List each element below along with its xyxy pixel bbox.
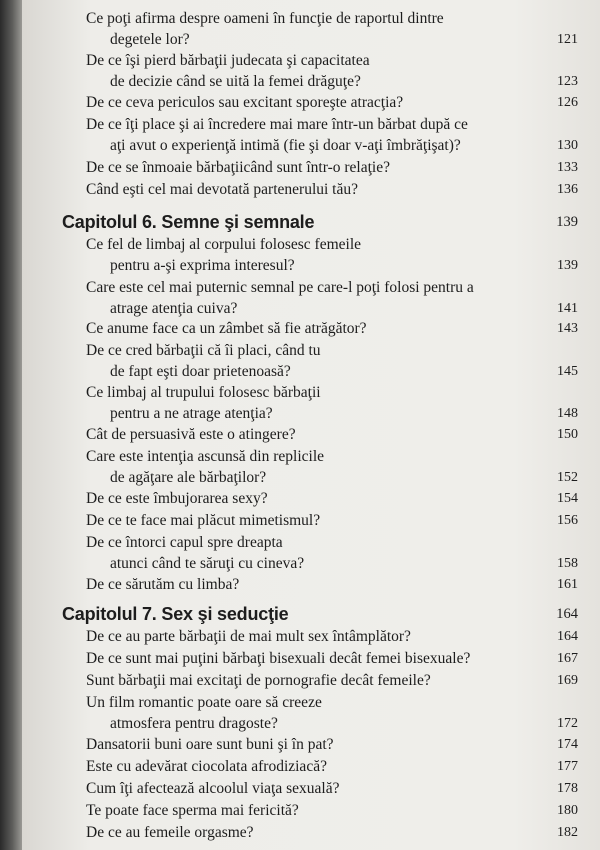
toc-entry-title: Ce poţi afirma despre oameni în funcţie de raportul dintre bbox=[86, 10, 444, 27]
toc-page-number: 154 bbox=[557, 491, 578, 506]
toc-page-number: 172 bbox=[557, 716, 578, 731]
toc-entry-title: De ce sunt mai puţini bărbaţi bisexuali decât femei bisexuale? bbox=[86, 650, 471, 667]
toc-entry bbox=[86, 626, 411, 647]
toc-page-number: 126 bbox=[557, 95, 578, 110]
chapter-heading: Capitolul 6. Semne şi semnale bbox=[62, 212, 315, 232]
toc-entry bbox=[86, 800, 299, 821]
toc-entry-title: de agăţare ale bărbaţilor? bbox=[110, 469, 267, 486]
toc-page-number: 152 bbox=[557, 470, 578, 485]
toc-page-number: 139 bbox=[557, 258, 578, 273]
toc-entry-title: Este cu adevărat ciocolata afrodiziacă? bbox=[86, 758, 327, 775]
toc-page-number: 161 bbox=[557, 577, 578, 592]
toc-entry bbox=[86, 532, 304, 574]
toc-entry-title: De ce ceva periculos sau excitant sporeşte atracţia? bbox=[86, 94, 404, 111]
toc-entry bbox=[86, 340, 321, 382]
toc-page-number: 123 bbox=[557, 74, 578, 89]
toc-page-number: 136 bbox=[557, 182, 578, 197]
table-of-contents bbox=[22, 0, 600, 850]
toc-page-number: 180 bbox=[557, 803, 578, 818]
toc-entry-title: Ce anume face ca un zâmbet să fie atrăgător? bbox=[86, 320, 367, 337]
toc-page-number: 178 bbox=[557, 781, 578, 796]
toc-entry bbox=[86, 8, 444, 50]
toc-entry-title: degetele lor? bbox=[110, 31, 190, 48]
toc-entry-title: aţi avut o experienţă intimă (fie şi doar v-aţi îmbrăţişat)? bbox=[110, 137, 461, 154]
toc-page-number: 133 bbox=[557, 160, 578, 175]
toc-entry-title: Cum îţi afectează alcoolul viaţa sexuală? bbox=[86, 780, 340, 797]
toc-entry-title: Când eşti cel mai devotată partenerului tău? bbox=[86, 181, 358, 198]
toc-page-number: 148 bbox=[557, 406, 578, 421]
chapter-page-number: 139 bbox=[556, 214, 578, 230]
toc-entry bbox=[86, 670, 431, 691]
toc-entry bbox=[86, 446, 324, 488]
chapter-heading: Capitolul 7. Sex şi seducţie bbox=[62, 604, 289, 624]
toc-entry-title: Care este cel mai puternic semnal pe care-l poţi folosi pentru a bbox=[86, 279, 474, 296]
toc-page-number: 158 bbox=[557, 556, 578, 571]
chapter-page-number: 164 bbox=[556, 606, 578, 622]
toc-entry bbox=[86, 179, 358, 200]
toc-entry-title: Cât de persuasivă este o atingere? bbox=[86, 426, 296, 443]
toc-entry-title: De ce te face mai plăcut mimetismul? bbox=[86, 512, 321, 529]
toc-entry-title: Ce limbaj al trupului folosesc bărbaţii bbox=[86, 384, 321, 401]
toc-page-number: 156 bbox=[557, 513, 578, 528]
toc-entry bbox=[86, 92, 403, 113]
toc-entry-title: Sunt bărbaţii mai excitaţi de pornografie decât femeile? bbox=[86, 672, 431, 689]
toc-entry bbox=[86, 756, 327, 777]
toc-entry-title: de decizie când se uită la femei drăguţe? bbox=[110, 73, 361, 90]
book-binding bbox=[0, 0, 22, 850]
toc-entry bbox=[86, 277, 474, 319]
toc-entry-title: De ce sărutăm cu limba? bbox=[86, 576, 240, 593]
toc-entry bbox=[86, 822, 254, 843]
toc-entry-title: Te poate face sperma mai fericită? bbox=[86, 802, 299, 819]
toc-entry-title: Dansatorii buni oare sunt buni şi în pat? bbox=[86, 736, 334, 753]
toc-entry-title: Un film romantic poate oare să creeze bbox=[86, 694, 322, 711]
toc-entry-title: atmosfera pentru dragoste? bbox=[110, 715, 278, 732]
toc-entry bbox=[86, 692, 322, 734]
toc-entry bbox=[86, 778, 339, 799]
toc-entry-title: De ce au parte bărbaţii de mai mult sex întâmplător? bbox=[86, 628, 411, 645]
toc-entry bbox=[86, 734, 334, 755]
toc-page-number: 141 bbox=[557, 301, 578, 316]
toc-page-number: 174 bbox=[557, 737, 578, 752]
toc-entry-title: De ce se înmoaie bărbaţiicând sunt într-o relaţie? bbox=[86, 159, 390, 176]
toc-entry bbox=[86, 157, 390, 178]
toc-entry-title: pentru a ne atrage atenţia? bbox=[110, 405, 273, 422]
toc-entry bbox=[86, 114, 468, 156]
toc-page-number: 150 bbox=[557, 427, 578, 442]
toc-entry-title: atunci când te săruţi cu cineva? bbox=[110, 555, 305, 572]
book-page bbox=[22, 0, 600, 850]
toc-entry-title: de fapt eşti doar prietenoasă? bbox=[110, 363, 291, 380]
toc-page-number: 182 bbox=[557, 825, 578, 840]
toc-entry-title: Care este intenţia ascunsă din replicile bbox=[86, 448, 325, 465]
toc-entry bbox=[86, 234, 361, 276]
toc-entry bbox=[86, 510, 320, 531]
toc-entry-title: De ce cred bărbaţii că îi placi, când tu bbox=[86, 342, 321, 359]
toc-page-number: 143 bbox=[557, 321, 578, 336]
toc-entry bbox=[86, 318, 367, 339]
toc-page-number: 167 bbox=[557, 651, 578, 666]
toc-page-number: 121 bbox=[557, 32, 578, 47]
toc-entry bbox=[86, 50, 370, 92]
toc-entry-title: De ce întorci capul spre dreapta bbox=[86, 534, 283, 551]
toc-entry-title: De ce îţi place şi ai încredere mai mare într-un bărbat după ce bbox=[86, 116, 468, 133]
toc-page-number: 169 bbox=[557, 673, 578, 688]
toc-page-number: 177 bbox=[557, 759, 578, 774]
toc-entry bbox=[86, 382, 321, 424]
toc-entry bbox=[86, 574, 239, 595]
toc-page-number: 130 bbox=[557, 138, 578, 153]
toc-entry-title: De ce îşi pierd bărbaţii judecata şi capacitatea bbox=[86, 52, 370, 69]
toc-entry-title: Ce fel de limbaj al corpului folosesc femeile bbox=[86, 236, 362, 253]
toc-page-number: 164 bbox=[557, 629, 578, 644]
toc-page-number: 145 bbox=[557, 364, 578, 379]
toc-entry-title: atrage atenţia cuiva? bbox=[110, 300, 238, 317]
toc-entry-title: De ce este îmbujorarea sexy? bbox=[86, 490, 268, 507]
toc-entry bbox=[86, 488, 268, 509]
toc-entry bbox=[86, 648, 470, 669]
toc-entry bbox=[86, 424, 296, 445]
toc-entry-title: pentru a-şi exprima interesul? bbox=[110, 257, 295, 274]
toc-entry-title: De ce au femeile orgasme? bbox=[86, 824, 254, 841]
